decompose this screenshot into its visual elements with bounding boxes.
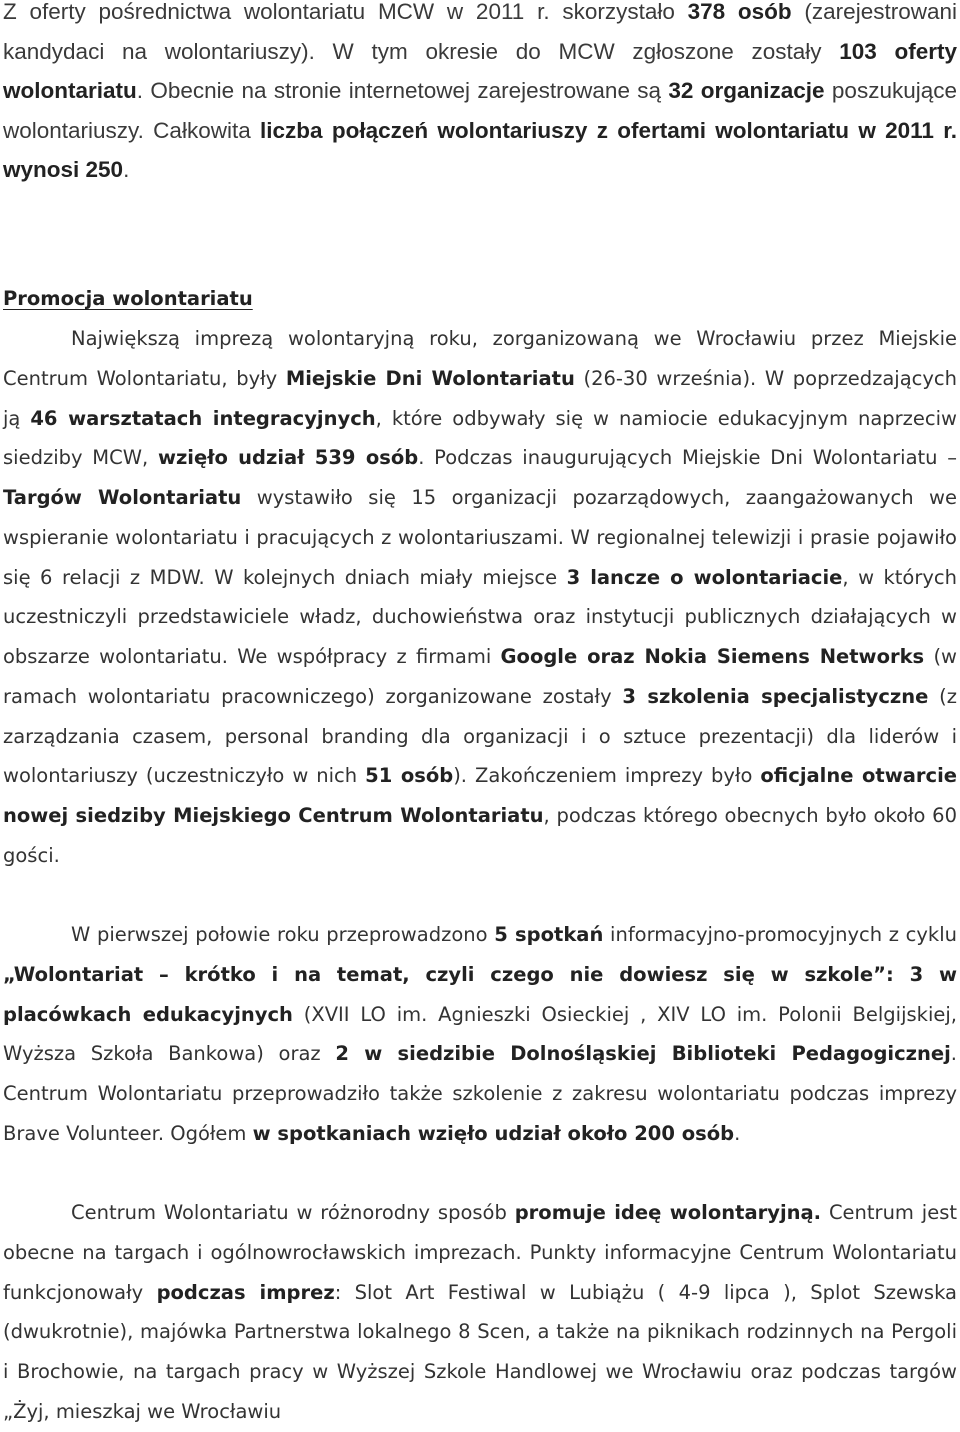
text-run: (zarejestrowani kandydaci na wolontariuszy). W tym okresie do MCW zgłoszone zostały	[3, 0, 957, 64]
text-run: . Obecnie na stronie internetowej zarejestrowane są	[136, 78, 669, 104]
text-run-bold: Targów Wolontariatu	[3, 486, 242, 509]
text-run: . Podczas inaugurujących Miejskie Dni Wolontariatu –	[418, 446, 958, 470]
text-run-bold: w spotkaniach wzięło udział około 200 osób	[252, 1121, 735, 1145]
text-run: ). Zakończeniem imprezy było	[453, 764, 761, 788]
text-run: .	[123, 157, 130, 183]
text-run: (z zarządzania czasem, personal branding dla organizacji i o sztuce prezentacji) dla liderów i wolontariuszy (uczestniczyło w nich	[3, 684, 958, 788]
text-run-bold: 5 spotkań	[494, 923, 604, 946]
text-run-bold: oficjalne otwarcie nowej siedziby Miejskiego Centrum Wolontariatu	[3, 764, 958, 827]
text-run-bold: „Wolontariat – krótko i na temat, czyli czego nie dowiesz się w szkole”: 3 w placówkach edukacyjnych	[3, 962, 957, 1026]
text-run-bold: promuje ideę wolontaryjną.	[514, 1201, 822, 1224]
text-run: (XVII LO im. Agnieszki Osieckiej , XIV LO im. Polonii Belgijskiej, Wyższa Szkoła Bankowa) oraz	[3, 1002, 958, 1066]
body-paragraph-1	[3, 319, 957, 876]
text-run-bold: 103 oferty wolontariatu	[3, 38, 957, 104]
text-run: (w ramach wolontariatu pracowniczego) zorganizowane zostały	[3, 645, 957, 708]
text-run-bold: 46 warsztatach integracyjnych	[30, 406, 376, 430]
text-run: wystawiło się 15 organizacji pozarządowych, zaangażowanych we wspieranie wolontariatu i pracujących z wolontariuszami. W regionalnej telewizji i prasie pojawiło się 6 relacji z MDW. W kolejnych dniach miały miejsce	[3, 486, 958, 589]
text-run-bold: podczas imprez	[156, 1280, 335, 1304]
text-run: .	[734, 1121, 741, 1145]
body-paragraph-3	[3, 1193, 957, 1432]
text-run-bold: 32 organizacje	[668, 78, 825, 104]
body-paragraph-2	[3, 915, 957, 1154]
text-run: , w których uczestniczyli przedstawiciele władz, duchowieństwa oraz instytucji publicznych działających w obszarze wolontariatu. We współpracy z firmami	[3, 565, 958, 668]
text-run: informacyjno-promocyjnych z cyklu	[603, 923, 958, 946]
text-run: , podczas którego obecnych było około 60 gości.	[3, 804, 957, 867]
text-run-bold: liczba połączeń wolontariuszy z ofertami wolontariatu w 2011 r. wynosi 250	[3, 117, 957, 183]
text-run-bold: Google oraz Nokia Siemens Networks	[500, 645, 925, 668]
text-run-bold: wzięło udział 539 osób	[157, 446, 419, 470]
section-heading: Promocja wolontariatu	[3, 287, 253, 310]
text-run: poszukujące wolontariuszy. Całkowita	[3, 78, 957, 143]
text-run: , które odbywały się w namiocie edukacyjnym naprzeciw siedziby MCW,	[3, 406, 957, 470]
text-run-bold: 378 osób	[687, 0, 792, 24]
text-run: Największą imprezą wolontaryjną roku, zorganizowaną we Wrocławiu przez Miejskie Centrum Wolontariatu, były	[3, 327, 957, 390]
intro-paragraph	[3, 0, 957, 190]
text-run-bold: 51 osób	[365, 764, 454, 788]
text-run: . Centrum Wolontariatu przeprowadziło także szkolenie z zakresu wolontariatu podczas imprezy Brave Volunteer. Ogółem	[3, 1042, 957, 1145]
text-run-bold: Miejskie Dni Wolontariatu	[285, 366, 575, 390]
text-run: (26-30 września). W poprzedzających ją	[3, 366, 958, 430]
text-run: W pierwszej połowie roku przeprowadzono	[71, 923, 495, 946]
text-run: Centrum Wolontariatu w różnorodny sposób	[71, 1201, 515, 1224]
text-run-bold: 3 lancze o wolontariacie	[566, 565, 843, 589]
text-run-bold: 3 szkolenia specjalistyczne	[622, 684, 929, 708]
text-run: : Slot Art Festiwal w Lubiążu ( 4-9 lipca ), Splot Szewska (dwukrotnie), majówka Partnerstwa lokalnego 8 Scen, a także na piknikach rodzinnych na Pergoli i Brochowie, na targach pracy w Wyższej Szkole Handlowej we Wrocławiu oraz podczas targów „Żyj, mieszkaj we Wrocławiu	[3, 1280, 957, 1423]
text-run-bold: 2 w siedzibie Dolnośląskiej Biblioteki Pedagogicznej	[335, 1042, 951, 1066]
text-run: Z oferty pośrednictwa wolontariatu MCW w 2011 r. skorzystało	[3, 0, 688, 24]
text-run: Centrum jest obecne na targach i ogólnowrocławskich imprezach. Punkty informacyjne Centrum Wolontariatu funkcjonowały	[3, 1201, 957, 1304]
